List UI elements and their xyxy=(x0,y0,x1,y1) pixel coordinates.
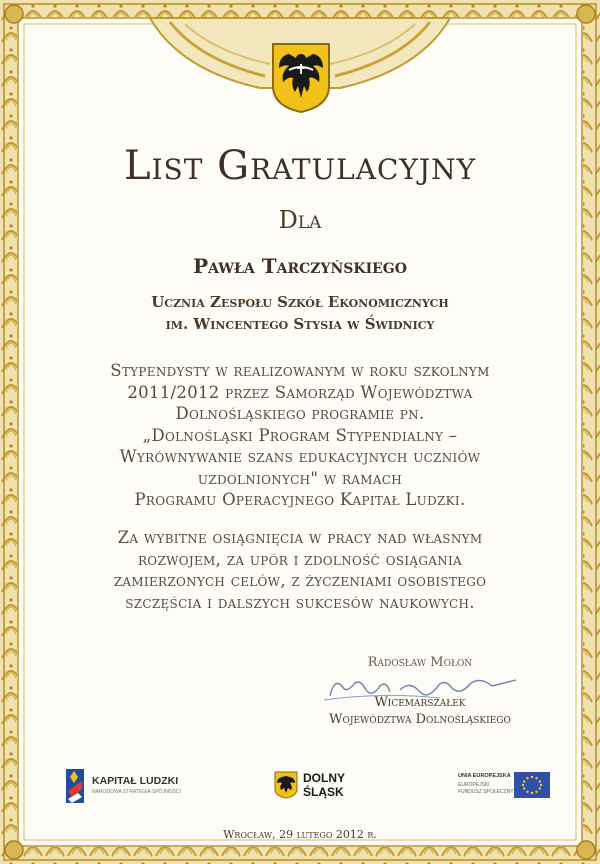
paragraph-2 xyxy=(0,527,600,613)
dolny-slask-line-2: ŚLĄSK xyxy=(303,785,344,799)
eu-flag-icon xyxy=(514,772,550,798)
issue-date: Wrocław, 29 lutego 2012 r. xyxy=(223,828,377,841)
school-line-2: im. Wincentego Stysia w Świdnicy xyxy=(165,315,435,333)
school-line-1: Ucznia Zespołu Szkół Ekonomicznych xyxy=(151,293,449,311)
signatory-role-1: Wicemarszałek xyxy=(374,695,466,710)
eu-line-3: FUNDUSZ SPOŁECZNY xyxy=(458,789,514,795)
paragraph-1-line: uzdolnionych" w ramach xyxy=(197,468,403,488)
signatory-role-2: Województwa Dolnośląskiego xyxy=(329,712,511,727)
paragraph-2-line: zamierzonych celów, z życzeniami osobistego xyxy=(113,571,487,590)
eu-line-1: UNIA EUROPEJSKA xyxy=(458,773,511,779)
paragraph-1-line: Wyrównywanie szans edukacyjnych uczniów xyxy=(119,447,481,466)
paragraph-2-line: Za wybitne osiągnięcia w pracy nad własnym xyxy=(117,528,483,547)
kapital-ludzki-title: KAPITAŁ LUDZKI xyxy=(92,775,179,787)
for-label: Dla xyxy=(278,206,322,234)
paragraph-1 xyxy=(0,360,600,511)
dolny-slask-line-1: DOLNY xyxy=(303,771,345,785)
paragraph-1-line: „Dolnośląski Program Stypendialny – xyxy=(142,425,458,445)
paragraph-1-line: 2011/2012 przez Samorząd Województwa xyxy=(127,382,473,402)
certificate-title: List Gratulacyjny xyxy=(123,143,477,189)
signatory-name: Radosław Mołoń xyxy=(367,655,473,670)
paragraph-1-line: Stypendysty w realizowanym w roku szkolnym xyxy=(110,361,490,380)
coat-of-arms-eagle-icon xyxy=(271,42,331,114)
kapital-ludzki-logo-icon xyxy=(64,767,86,805)
dolny-slask-eagle-icon xyxy=(274,771,298,799)
paragraph-2-line: szczęścia i dalszych sukcesów naukowych. xyxy=(125,592,475,612)
paragraph-1-line: Dolnośląskiego programie pn. xyxy=(175,404,425,423)
eu-line-2: EUROPEJSKI xyxy=(458,782,490,788)
kapital-ludzki-subtitle: NARODOWA STRATEGIA SPÓJNOŚCI xyxy=(92,789,181,795)
paragraph-1-line: Programu Operacyjnego Kapitał Ludzki. xyxy=(134,490,466,509)
recipient-name: Pawła Tarczyńskiego xyxy=(193,254,407,278)
paragraph-2-line: rozwojem, za upór i zdolność osiągania xyxy=(137,549,463,569)
